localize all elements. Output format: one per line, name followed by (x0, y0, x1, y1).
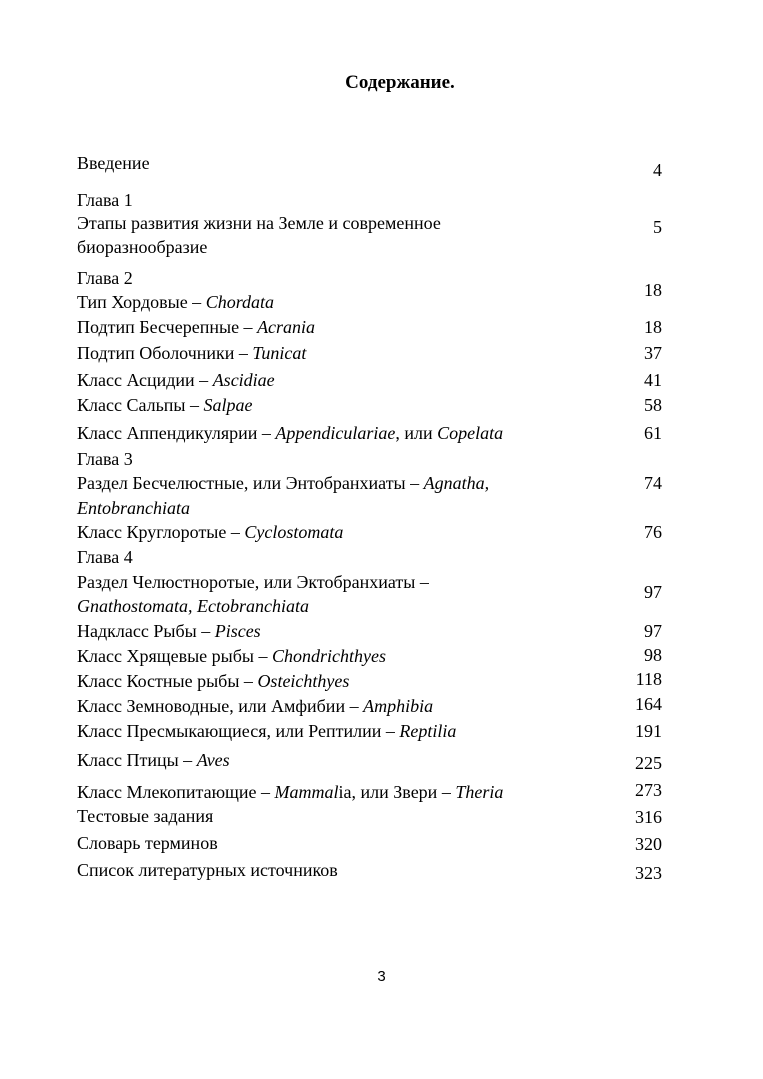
toc-entry: Тип Хордовые – Chordata (77, 292, 275, 312)
toc-entry: Раздел Челюстноротые, или Эктобранхиаты – (77, 572, 429, 592)
toc-page: 98 (644, 645, 662, 665)
toc-entry: Введение (77, 153, 150, 173)
toc-entry: Класс Сальпы – Salpae (77, 395, 253, 415)
toc-page: 323 (635, 863, 662, 883)
toc-entry: Тестовые задания (77, 806, 214, 826)
toc-page: 18 (644, 280, 662, 300)
toc-entry: Класс Аппендикулярии – Appendiculariae, или Copelata (77, 423, 504, 443)
toc-entry: Этапы развития жизни на Земле и современное (77, 213, 441, 233)
toc-entry: Класс Круглоротые – Cyclostomata (77, 522, 344, 542)
toc-page: 76 (644, 522, 662, 542)
toc-entry-cont: биоразнообразие (77, 237, 208, 257)
toc-page: 61 (644, 423, 662, 443)
toc-chapter: Глава 1 (77, 190, 133, 210)
toc-page: 191 (635, 721, 662, 741)
toc-entry: Класс Костные рыбы – Osteichthyes (77, 671, 350, 691)
toc-entry-cont: Entobranchiata (77, 498, 190, 518)
toc-entry: Подтип Бесчерепные – Acrania (77, 317, 316, 337)
toc-chapter: Глава 3 (77, 449, 133, 469)
toc-page: 4 (653, 160, 662, 180)
toc-page: 5 (653, 217, 662, 237)
toc-page: 164 (635, 694, 662, 714)
toc-entry: Класс Асцидии – Ascidiae (77, 370, 275, 390)
toc-page: 273 (635, 780, 662, 800)
toc-page: 41 (644, 370, 662, 390)
toc-entry: Класс Млекопитающие – Mammalia, или Звери – Theria (77, 782, 504, 802)
toc-page: 37 (644, 343, 662, 363)
toc-entry-cont: Gnathostomata, Ectobranchiata (77, 596, 309, 616)
toc-entry: Класс Пресмыкающиеся, или Рептилии – Reptilia (77, 721, 457, 741)
toc-page: 118 (635, 669, 662, 689)
toc-page: 58 (644, 395, 662, 415)
toc-page: 320 (635, 834, 662, 854)
toc-entry: Класс Земноводные, или Амфибии – Amphibia (77, 696, 434, 716)
toc-page: 74 (644, 473, 662, 493)
toc-page: 316 (635, 807, 662, 827)
toc-entry: Класс Хрящевые рыбы – Chondrichthyes (77, 646, 387, 666)
toc-chapter: Глава 4 (77, 547, 133, 567)
toc-entry: Раздел Бесчелюстные, или Энтобранхиаты – Agnatha, (77, 473, 490, 493)
toc-page: 97 (644, 621, 662, 641)
page-title: Содержание. (345, 72, 455, 93)
toc-entry: Словарь терминов (77, 833, 218, 853)
toc-entry: Класс Птицы – Aves (77, 750, 230, 770)
toc-page: 18 (644, 317, 662, 337)
page-number: 3 (377, 968, 386, 985)
toc-entry: Подтип Оболочники – Tunicat (77, 343, 307, 363)
toc-chapter: Глава 2 (77, 268, 133, 288)
toc-page: 225 (635, 753, 662, 773)
toc-entry: Список литературных источников (77, 860, 338, 880)
toc-entry: Надкласс Рыбы – Pisces (77, 621, 261, 641)
toc-page: 97 (644, 582, 662, 602)
